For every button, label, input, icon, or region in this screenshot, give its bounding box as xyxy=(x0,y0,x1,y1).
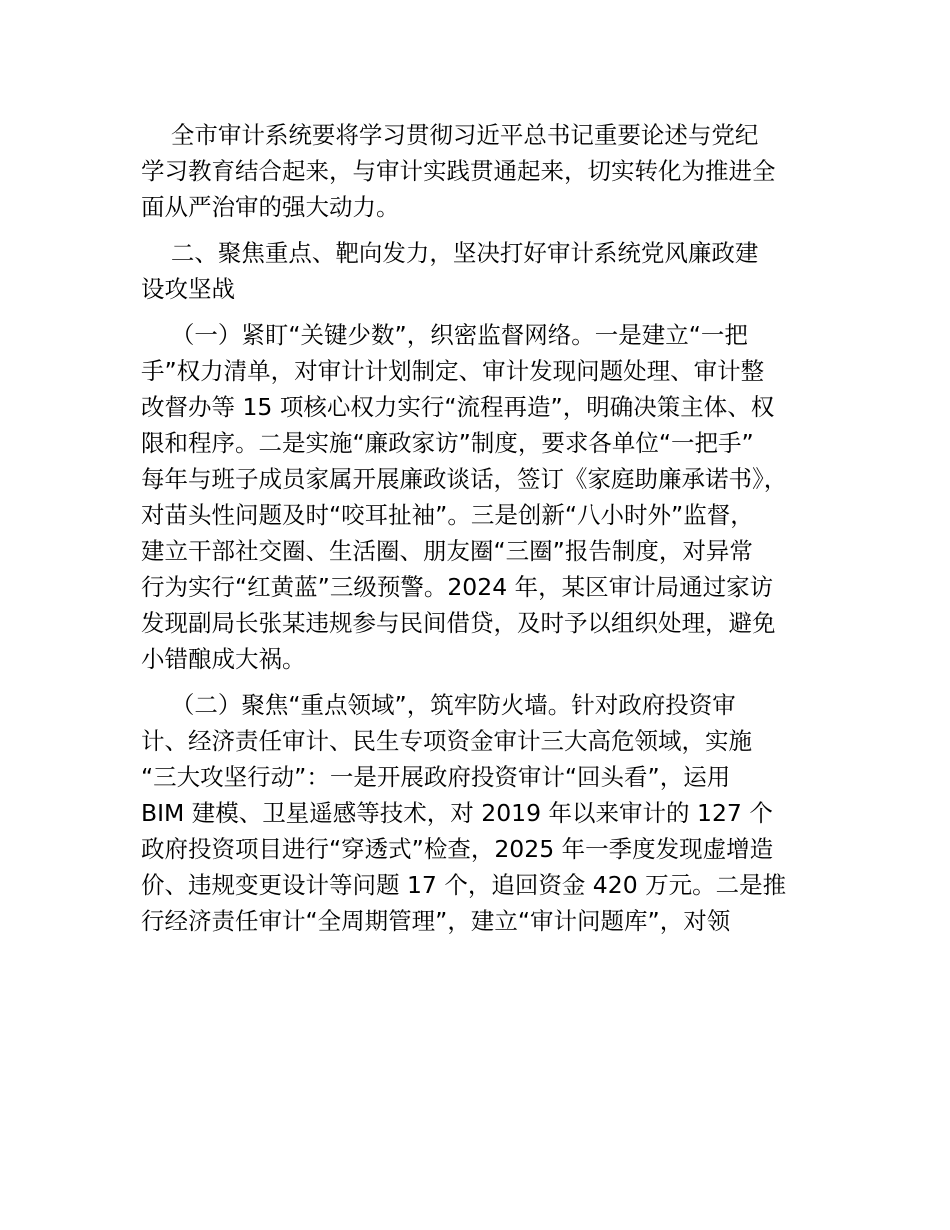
text-line: 行经济责任审计“全周期管理”，建立“审计问题库”，对领 xyxy=(141,907,731,935)
text-line: “三大攻坚行动”：一是开展政府投资审计“回头看”，运用 xyxy=(141,763,731,791)
text-line: 学习教育结合起来，与审计实践贯通起来，切实转化为推进全 xyxy=(141,157,776,185)
text-line: BIM 建模、卫星遥感等技术，对 2019 年以来审计的 127 个 xyxy=(141,799,773,827)
section-heading xyxy=(141,235,821,307)
paragraph-key-minority xyxy=(141,317,821,677)
text-line: 价、违规变更设计等问题 17 个，追回资金 420 万元。二是推 xyxy=(141,871,787,899)
paragraph-intro xyxy=(141,117,821,225)
text-line: 改督办等 15 项核心权力实行“流程再造”，明确决策主体、权 xyxy=(141,393,775,421)
text-line: 面从严治审的强大动力。 xyxy=(141,193,400,221)
text-line: 发现副局长张某违规参与民间借贷，及时予以组织处理，避免 xyxy=(141,609,776,637)
text-line: 每年与班子成员家属开展廉政谈话，签订《家庭助廉承诺书》， xyxy=(141,465,788,493)
text-line: 二、聚焦重点、靶向发力，坚决打好审计系统党风廉政建 xyxy=(141,239,759,267)
text-line: 政府投资项目进行“穿透式”检查，2025 年一季度发现虚增造 xyxy=(141,835,774,863)
text-line: 对苗头性问题及时“咬耳扯袖”。三是创新“八小时外”监督， xyxy=(141,501,754,529)
text-line: 设攻坚战 xyxy=(141,275,235,303)
text-line: 小错酿成大祸。 xyxy=(141,645,306,673)
text-line: 限和程序。二是实施“廉政家访”制度，要求各单位“一把手” xyxy=(141,429,754,457)
document-body xyxy=(141,117,821,939)
text-line: 行为实行“红黄蓝”三级预警。2024 年，某区审计局通过家访 xyxy=(141,573,774,601)
text-line: （一）紧盯“关键少数”，织密监督网络。一是建立“一把 xyxy=(141,321,748,349)
text-line: 全市审计系统要将学习贯彻习近平总书记重要论述与党纪 xyxy=(141,121,759,149)
text-line: （二）聚焦“重点领域”，筑牢防火墙。针对政府投资审 xyxy=(141,691,736,719)
paragraph-key-areas xyxy=(141,687,821,939)
text-line: 手”权力清单，对审计计划制定、审计发现问题处理、审计整 xyxy=(141,357,765,385)
text-line: 计、经济责任审计、民生专项资金审计三大高危领域，实施 xyxy=(141,727,752,755)
text-line: 建立干部社交圈、生活圈、朋友圈“三圈”报告制度，对异常 xyxy=(141,537,753,565)
